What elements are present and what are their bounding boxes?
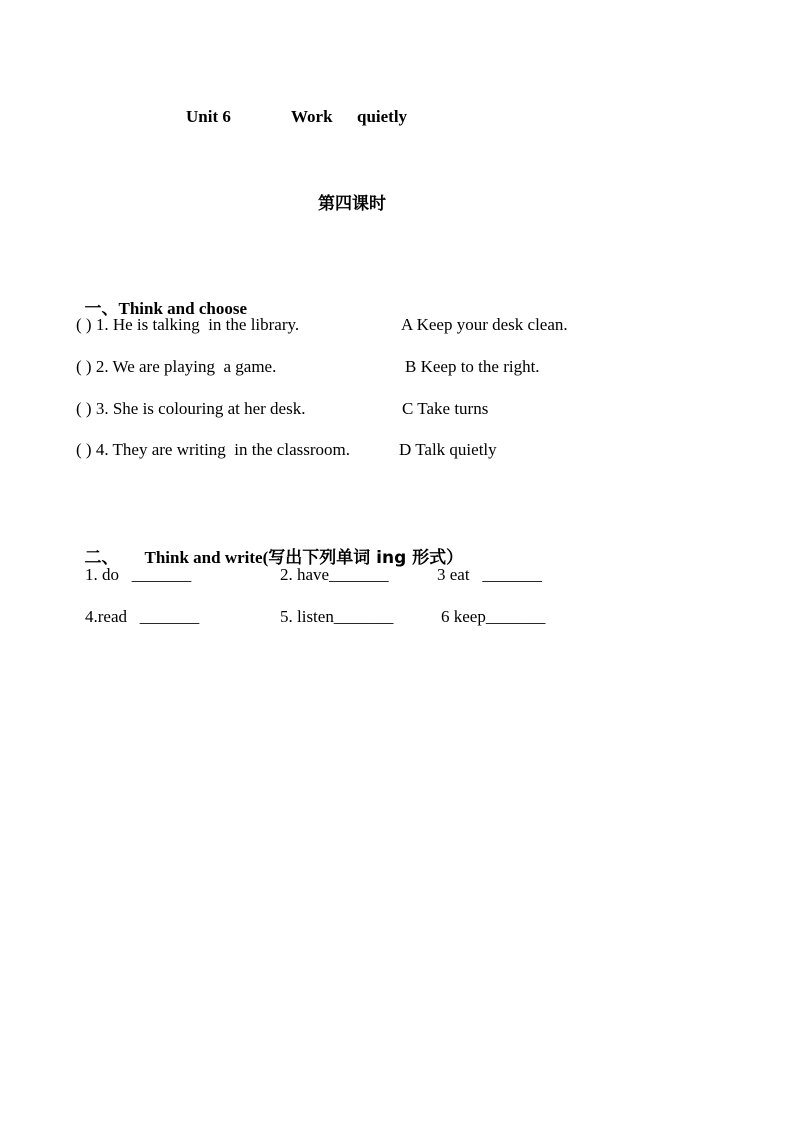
write-item-1: 1. do _______ [85,565,192,584]
write-item-3: 3 eat _______ [437,565,542,584]
unit-label: Unit 6 [186,107,231,126]
option-d: D Talk quietly [399,440,497,459]
title-word-work: Work [291,107,333,126]
question-4: ( ) 4. They are writing in the classroom. [76,440,350,459]
option-b: B Keep to the right. [405,357,540,376]
question-3: ( ) 3. She is colouring at her desk. [76,399,306,418]
option-a: A Keep your desk clean. [401,315,568,334]
option-c: C Take turns [402,399,489,418]
question-1: ( ) 1. He is talking in the library. [76,315,300,334]
section2-heading [76,523,463,568]
title-word-quietly: quietly [357,107,408,126]
lesson-label: 第四课时 [318,194,386,214]
section1-number: 一、 [84,299,119,319]
write-item-4: 4.read _______ [85,607,200,626]
section2-number: 二、 [84,548,119,568]
question-2: ( ) 2. We are playing a game. [76,357,277,376]
section2-title-en: Think and write( [144,548,269,567]
section2-title-cn: 写出下列单词 ing 形式） [268,548,464,568]
write-item-5: 5. listen_______ [280,607,394,626]
write-item-6: 6 keep_______ [441,607,546,626]
section1-heading [76,274,247,319]
write-item-2: 2. have_______ [280,565,389,584]
section1-title: Think and choose [118,299,247,318]
